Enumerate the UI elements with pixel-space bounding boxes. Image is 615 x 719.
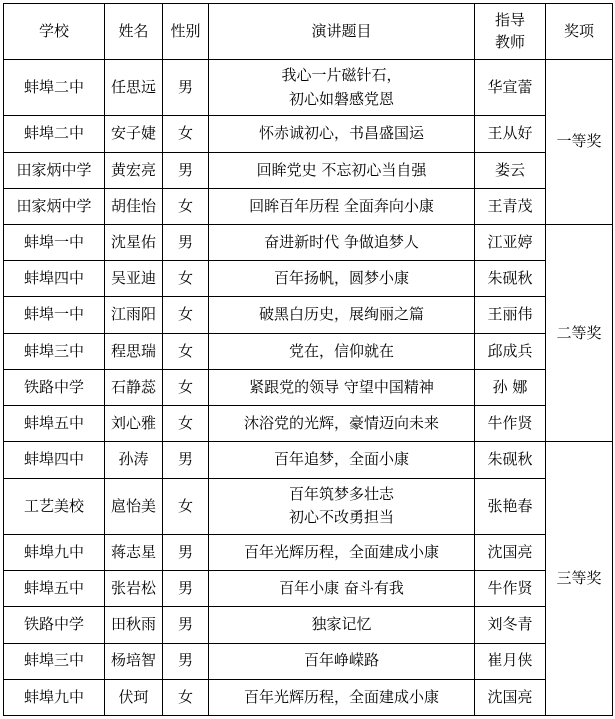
table-row (4, 478, 613, 534)
speech-title-line: 百年峥嵘路 (303, 651, 379, 670)
header-teacher-line: 教师 (494, 32, 525, 51)
speech-title-line: 回眸百年历程 全面奔向小康 (249, 196, 434, 215)
speech-title-line: 百年扬帆，圆梦小康 (273, 269, 409, 288)
header-row (4, 4, 613, 60)
name-cell: 扈怡美 (105, 478, 163, 534)
school-cell: 蚌埠二中 (4, 60, 105, 116)
gender-cell: 女 (163, 116, 209, 152)
table-row (4, 442, 613, 478)
school-cell: 田家炳中学 (4, 188, 105, 224)
school-cell: 蚌埠五中 (4, 571, 105, 607)
school-cell: 蚌埠一中 (4, 224, 105, 260)
speech-title-cell (209, 297, 475, 333)
school-cell: 工艺美校 (4, 478, 105, 534)
teacher-cell: 邱成兵 (475, 333, 546, 369)
teacher-cell: 王丽伟 (475, 297, 546, 333)
speech-title-line: 独家记忆 (311, 615, 372, 634)
gender-cell: 女 (163, 679, 209, 715)
teacher-cell: 牛作贤 (475, 406, 546, 442)
name-cell: 蒋志星 (105, 534, 163, 570)
table-row (4, 116, 613, 152)
gender-cell: 女 (163, 478, 209, 534)
header-gender: 性别 (163, 4, 209, 60)
name-cell: 黄宏亮 (105, 152, 163, 188)
speech-title-line: 我心一片磁针石， (281, 66, 402, 85)
name-cell: 程思瑞 (105, 333, 163, 369)
speech-title-cell (209, 369, 475, 405)
school-cell: 蚌埠四中 (4, 442, 105, 478)
name-cell: 田秋雨 (105, 607, 163, 643)
speech-title-cell (209, 116, 475, 152)
award-cell: 三等奖 (546, 442, 613, 716)
speech-title-line: 百年小康 奋斗有我 (279, 579, 404, 598)
speech-title-line: 紧跟党的领导 守望中国精神 (249, 377, 434, 396)
table-row (4, 297, 613, 333)
speech-title-cell (209, 442, 475, 478)
gender-cell: 男 (163, 224, 209, 260)
gender-cell: 男 (163, 643, 209, 679)
name-cell: 安子婕 (105, 116, 163, 152)
speech-title-cell (209, 261, 475, 297)
table-row (4, 607, 613, 643)
name-cell: 任思远 (105, 60, 163, 116)
school-cell: 蚌埠五中 (4, 406, 105, 442)
school-cell: 蚌埠一中 (4, 297, 105, 333)
school-cell: 蚌埠九中 (4, 679, 105, 715)
gender-cell: 男 (163, 571, 209, 607)
gender-cell: 男 (163, 60, 209, 116)
name-cell: 江雨阳 (105, 297, 163, 333)
awards-table (3, 3, 613, 716)
speech-title-cell (209, 643, 475, 679)
speech-title-cell (209, 152, 475, 188)
teacher-cell: 江亚婷 (475, 224, 546, 260)
teacher-cell: 朱砚秋 (475, 442, 546, 478)
table-row (4, 406, 613, 442)
speech-title-line: 怀赤诚初心，书昌盛国运 (258, 124, 424, 143)
teacher-cell: 王青茂 (475, 188, 546, 224)
speech-title-line: 奋进新时代 争做追梦人 (264, 232, 419, 251)
speech-title-cell (209, 333, 475, 369)
table-row (4, 571, 613, 607)
speech-title-cell (209, 571, 475, 607)
speech-title-line: 党在，信仰就在 (288, 341, 394, 360)
gender-cell: 女 (163, 406, 209, 442)
school-cell: 蚌埠三中 (4, 333, 105, 369)
teacher-cell: 沈国亮 (475, 679, 546, 715)
table-row (4, 679, 613, 715)
teacher-cell: 刘冬青 (475, 607, 546, 643)
table-row (4, 261, 613, 297)
award-cell: 二等奖 (546, 224, 613, 441)
table-row (4, 643, 613, 679)
name-cell: 杨培智 (105, 643, 163, 679)
school-cell: 田家炳中学 (4, 152, 105, 188)
speech-title-cell (209, 406, 475, 442)
header-title: 演讲题目 (209, 4, 475, 60)
table-row (4, 369, 613, 405)
gender-cell: 女 (163, 297, 209, 333)
speech-title-cell (209, 679, 475, 715)
teacher-cell: 张艳春 (475, 478, 546, 534)
table-row (4, 60, 613, 116)
name-cell: 张岩松 (105, 571, 163, 607)
teacher-cell: 崔月侠 (475, 643, 546, 679)
gender-cell: 男 (163, 607, 209, 643)
teacher-cell: 沈国亮 (475, 534, 546, 570)
table-row (4, 224, 613, 260)
speech-title-line: 沐浴党的光辉，豪情迈向未来 (243, 414, 439, 433)
table-row (4, 333, 613, 369)
teacher-cell: 王从好 (475, 116, 546, 152)
name-cell: 沈星佑 (105, 224, 163, 260)
school-cell: 蚌埠三中 (4, 643, 105, 679)
header-teacher (475, 4, 546, 60)
gender-cell: 女 (163, 188, 209, 224)
speech-title-line: 百年筑梦多壮志 (288, 484, 394, 503)
name-cell: 孙涛 (105, 442, 163, 478)
school-cell: 蚌埠二中 (4, 116, 105, 152)
school-cell: 蚌埠四中 (4, 261, 105, 297)
name-cell: 吴亚迪 (105, 261, 163, 297)
speech-title-cell (209, 478, 475, 534)
award-cell: 一等奖 (546, 60, 613, 225)
header-teacher-line: 指导 (494, 10, 525, 29)
teacher-cell: 孙 娜 (475, 369, 546, 405)
teacher-cell: 娄云 (475, 152, 546, 188)
gender-cell: 男 (163, 534, 209, 570)
school-cell: 蚌埠九中 (4, 534, 105, 570)
header-award: 奖项 (546, 4, 613, 60)
school-cell: 铁路中学 (4, 607, 105, 643)
table-row (4, 534, 613, 570)
speech-title-line: 初心不改勇担当 (288, 508, 394, 527)
table-row (4, 152, 613, 188)
speech-title-cell (209, 607, 475, 643)
speech-title-cell (209, 188, 475, 224)
speech-title-cell (209, 224, 475, 260)
name-cell: 刘心雅 (105, 406, 163, 442)
name-cell: 伏珂 (105, 679, 163, 715)
name-cell: 胡佳怡 (105, 188, 163, 224)
gender-cell: 男 (163, 152, 209, 188)
school-cell: 铁路中学 (4, 369, 105, 405)
name-cell: 石静蕊 (105, 369, 163, 405)
gender-cell: 女 (163, 261, 209, 297)
gender-cell: 女 (163, 333, 209, 369)
speech-title-cell (209, 534, 475, 570)
speech-title-line: 百年光辉历程，全面建成小康 (243, 687, 439, 706)
teacher-cell: 华宣蕾 (475, 60, 546, 116)
table-body (4, 60, 613, 716)
header-school: 学校 (4, 4, 105, 60)
header-name: 姓名 (105, 4, 163, 60)
table-row (4, 188, 613, 224)
speech-title-cell (209, 60, 475, 116)
speech-title-line: 破黑白历史，展绚丽之篇 (258, 305, 424, 324)
speech-title-line: 回眸党史 不忘初心当自强 (256, 160, 427, 179)
teacher-cell: 牛作贤 (475, 571, 546, 607)
speech-title-line: 百年光辉历程，全面建成小康 (243, 542, 439, 561)
teacher-cell: 朱砚秋 (475, 261, 546, 297)
gender-cell: 男 (163, 442, 209, 478)
speech-title-line: 百年追梦，全面小康 (273, 450, 409, 469)
speech-title-line: 初心如磐感党恩 (288, 89, 394, 108)
gender-cell: 女 (163, 369, 209, 405)
